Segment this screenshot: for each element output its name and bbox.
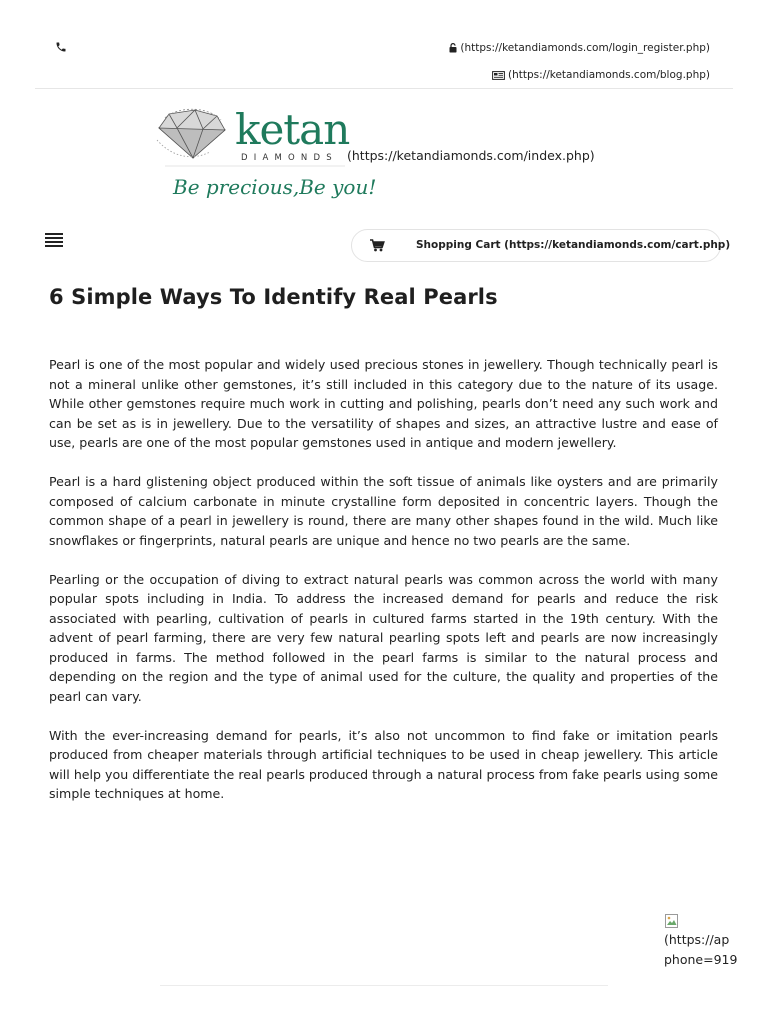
footer-divider xyxy=(160,985,608,986)
cart-icon xyxy=(370,239,385,252)
blog-link[interactable] xyxy=(492,69,710,81)
shopping-cart-label: Shopping Cart (https://ketandiamonds.com/cart.php) xyxy=(416,239,731,251)
article-body xyxy=(49,355,718,823)
article-title: 6 Simple Ways To Identify Real Pearls xyxy=(49,285,498,309)
shopping-cart-button[interactable] xyxy=(351,229,731,262)
whatsapp-link-text: phone=919 xyxy=(664,951,738,967)
newspaper-icon xyxy=(492,71,505,80)
whatsapp-link[interactable] xyxy=(664,913,738,973)
diamond-icon xyxy=(157,109,225,158)
logo-tagline: Be precious,Be you! xyxy=(173,175,377,199)
login-register-link[interactable] xyxy=(449,42,710,54)
article-paragraph: With the ever-increasing demand for pearls, it’s also not uncommon to find fake or imitation pearls produced from cheaper materials through artificial techniques to be used in cheap jewellery. This article will help you differentiate the real pearls produced through a natural process from fake pearls using some simple techniques at home. xyxy=(49,727,718,801)
hamburger-menu-icon[interactable] xyxy=(45,233,63,247)
logo-brand-text: ketan xyxy=(235,105,350,154)
article-paragraph: Pearl is a hard glistening object produced within the soft tissue of animals like oysters and are primarily composed of calcium carbonate in minute crystalline form deposited in concentric layers. Though the common shape of a pearl in jewellery is round, there are many other shapes found in the wild. Much like snowflakes or fingerprints, natural pearls are unique and hence no two pearls are the same. xyxy=(49,474,718,548)
article-paragraph: Pearling or the occupation of diving to extract natural pearls was common across the world with many popular spots including in India. To address the increased demand for pearls and reduce the risk associated with pearling, cultivation of pearls in cultured farms started in the 19th century. With the advent of pearl farming, there are very few natural pearling spots left and pearls are now increasingly produced in farms. The method followed in the pearl farms is similar to the natural process and depending on the region and the type of animal used for the culture, the quality and properties of the pearl can vary. xyxy=(49,571,718,704)
ketan-diamonds-logo[interactable] xyxy=(155,100,377,215)
lock-icon xyxy=(449,43,457,53)
logo-sub-text: DIAMONDS xyxy=(241,153,338,163)
article-paragraph: Pearl is one of the most popular and widely used precious stones in jewellery. Though technically pearl is not a mineral unlike other gemstones, it’s still included in this category due to the nature of its usage. While other gemstones require much work in cutting and polishing, pearls don’t need any such work and can be set as is in jewellery. Due to the versatility of shapes and sizes, an attractive lustre and ease of use, pearls are one of the most popular gemstones used in antique and modern jewellery. xyxy=(49,357,718,450)
broken-image-icon xyxy=(664,913,680,929)
login-register-text: (https://ketandiamonds.com/login_register.php) xyxy=(460,42,710,54)
header-divider xyxy=(35,88,733,89)
phone-icon[interactable] xyxy=(55,41,67,53)
whatsapp-link-text: (https://ap xyxy=(664,932,730,947)
home-link[interactable]: (https://ketandiamonds.com/index.php) xyxy=(347,148,595,163)
blog-text: (https://ketandiamonds.com/blog.php) xyxy=(508,69,710,81)
